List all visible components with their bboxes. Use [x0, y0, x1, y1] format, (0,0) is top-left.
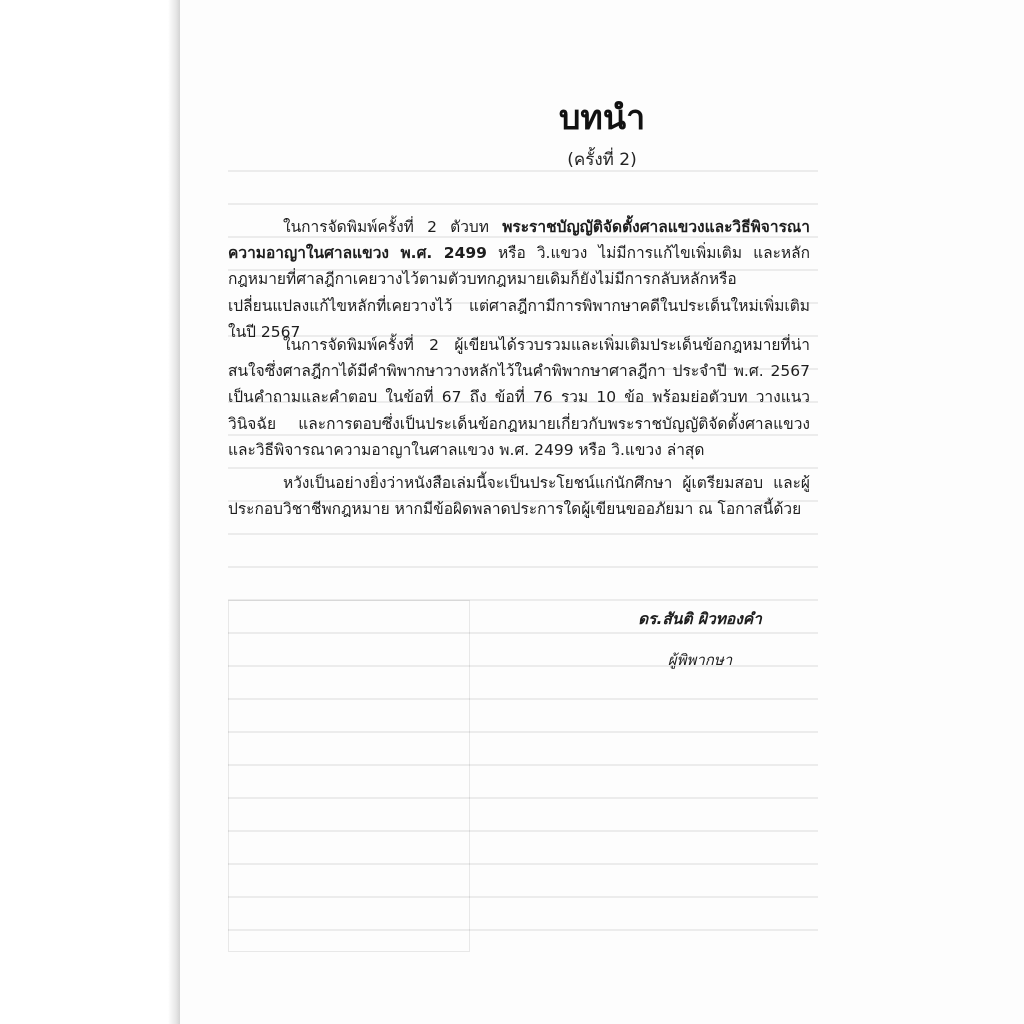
paragraph-text: ในการจัดพิมพ์ครั้งที่ 2 ตัวบท — [283, 218, 503, 236]
intro-paragraph-2: ในการจัดพิมพ์ครั้งที่ 2 ผู้เขียนได้รวบรวมและเพิ่มเติมประเด็นข้อกฎหมายที่น่าสนใจซึ่งศาลฎีกาได้มีคำพิพากษาวางหลักไว้ในคำพิพากษาศาลฎีกา ประจำปี พ.ศ. 2567 เป็นคำถามและคำตอบ ในข้อที่ 67 ถึง ข้อที่ 76 รวม 10 ข้อ พร้อมย่อตัวบท วางแนววินิจฉัย และการตอบซึ่งเป็นประเด็นข้อกฎหมายเกี่ยวกับพระราชบัญญัติจัดตั้งศาลแขวงและวิธีพิจารณาความอาญาในศาลแขวง พ.ศ. 2499 หรือ วิ.แขวง ล่าสุด — [228, 336, 810, 459]
book-gutter — [0, 0, 180, 1024]
page-title: บทนำ — [558, 98, 646, 138]
paragraph-text: หรือ วิ.แขวง ไม่มีการแก้ไขเพิ่มเติม และหลักกฎหมายที่ศาลฎีกาเคยวางไว้ตามตัวบทกฎหมายเดิมก็ยังไม่มีการกลับหลักหรือเปลี่ยนแปลงแก้ไขหลักที่เคยวางไว้ แต่ศาลฎีกามีการพิพากษาคดีในประเด็นใหม่เพิ่มเติมในปี 2567 — [228, 244, 810, 341]
intro-paragraph-1 — [228, 214, 810, 345]
act-title-bold: พระราชบัญญัติจัดตั้งศาลแขวงและวิธีพิจารณาความอาญาในศาลแขวง พ.ศ. 2499 — [228, 218, 810, 263]
bleed-through-table — [228, 600, 470, 952]
author-name: ดร.สันติ ผิวทองคำ — [638, 610, 762, 628]
edition-subtitle: (ครั้งที่ 2) — [567, 150, 637, 170]
intro-paragraph-3: หวังเป็นอย่างยิ่งว่าหนังสือเล่มนี้จะเป็นประโยชน์แก่นักศึกษา ผู้เตรียมสอบ และผู้ประกอบวิชาชีพกฎหมาย หากมีข้อผิดพลาดประการใดผู้เขียนขออภัยมา ณ โอกาสนี้ด้วย — [228, 474, 810, 519]
author-role: ผู้พิพากษา — [667, 651, 733, 669]
